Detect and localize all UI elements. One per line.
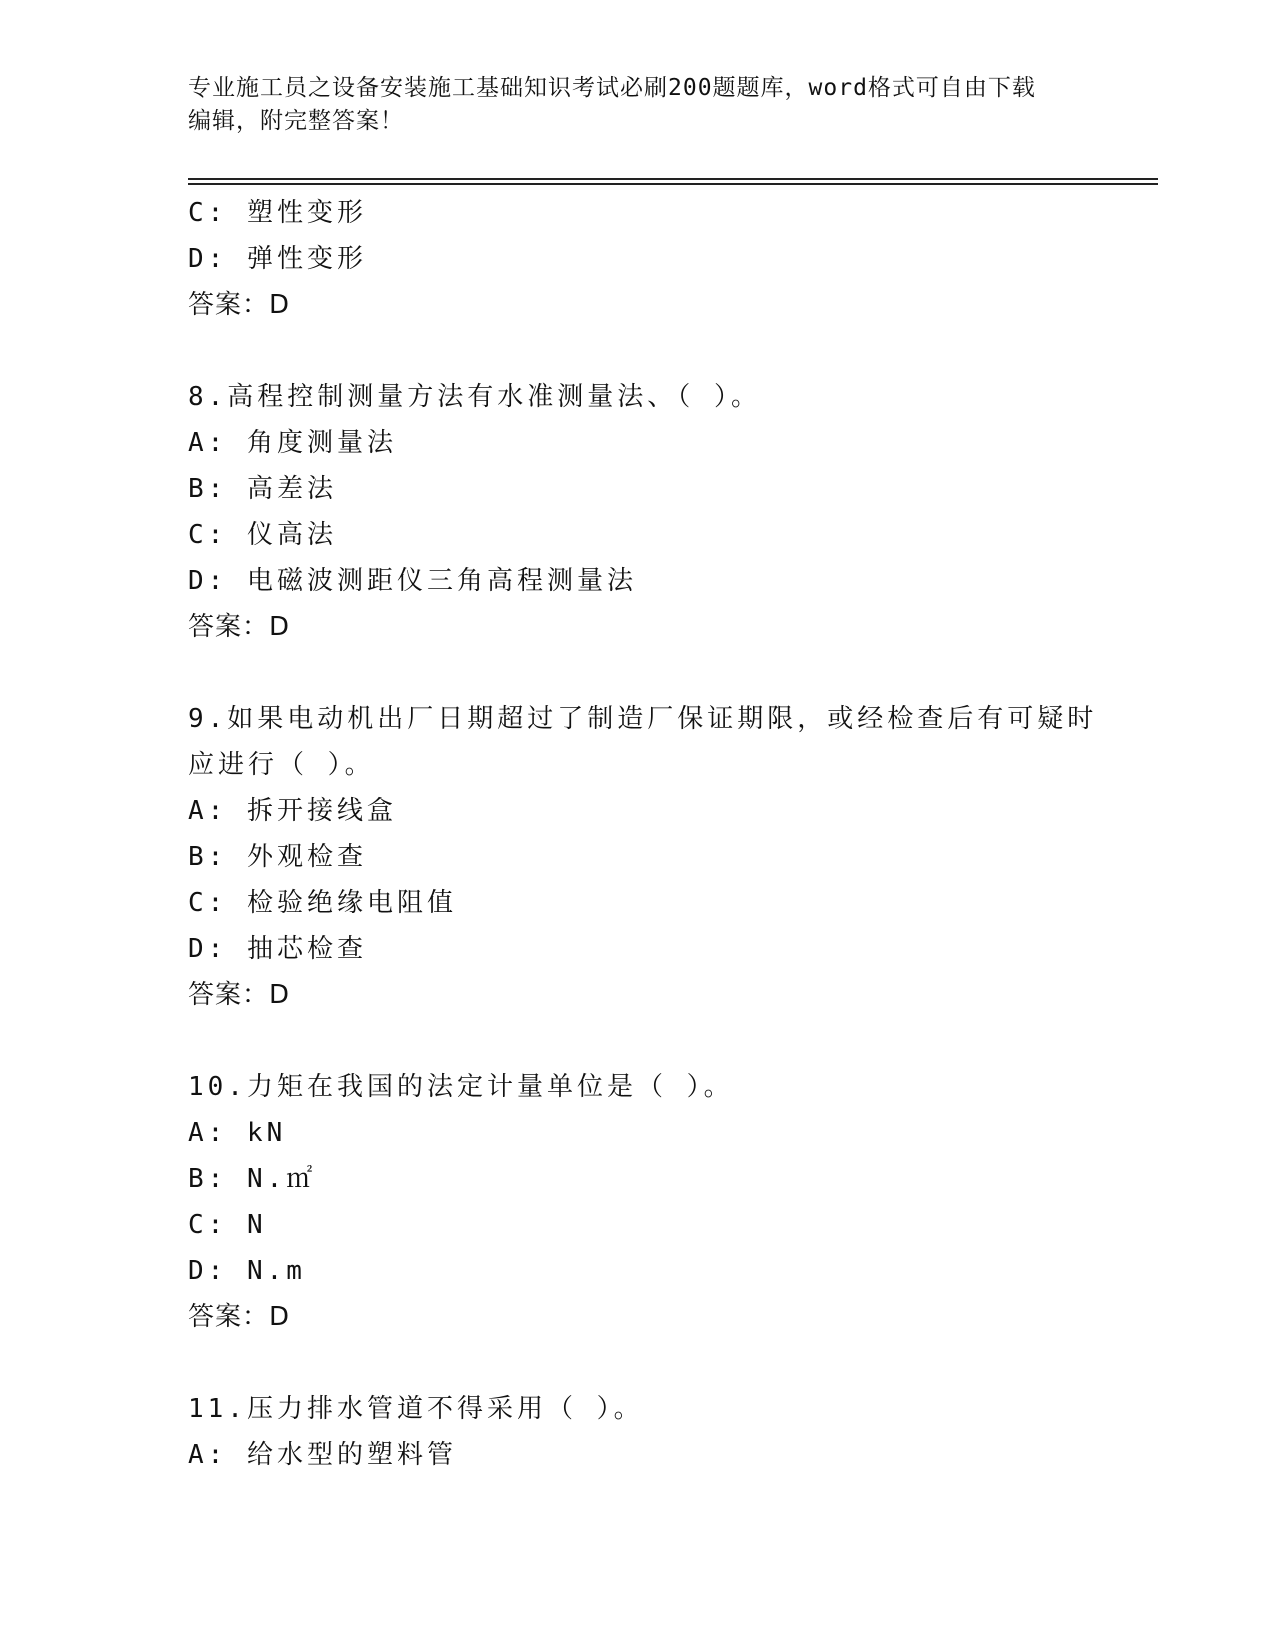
q7-option-d: D: 弹性变形 xyxy=(188,244,367,274)
question-list xyxy=(188,190,1098,1478)
q10-answer: 答案：D xyxy=(188,1302,291,1332)
q10-option-a: A: kN xyxy=(188,1118,287,1148)
q8-question: 8.高程控制测量方法有水准测量法、（ ）。 xyxy=(188,382,761,412)
q7-option-c: C: 塑性变形 xyxy=(188,198,367,228)
q11-question: 11.压力排水管道不得采用（ ）。 xyxy=(188,1394,644,1424)
q9-option-d: D: 抽芯检查 xyxy=(188,934,367,964)
q10-option-b: B: N.㎡ xyxy=(188,1164,317,1194)
q9-option-a: A: 拆开接线盒 xyxy=(188,796,397,826)
q9-question-line-2: 应进行（ ）。 xyxy=(188,750,375,780)
q8-option-b: B: 高差法 xyxy=(188,474,337,504)
header-line-1: 专业施工员之设备安装施工基础知识考试必刷200题题库，word格式可自由下载 xyxy=(188,75,1036,101)
header-line-2: 编辑，附完整答案！ xyxy=(188,108,404,134)
q11-option-a: A: 给水型的塑料管 xyxy=(188,1440,457,1470)
header-divider-top xyxy=(188,178,1158,180)
q8-option-c: C: 仪高法 xyxy=(188,520,337,550)
q8-answer: 答案：D xyxy=(188,612,291,642)
q10-option-d: D: N.m xyxy=(188,1256,306,1286)
q8-option-a: A: 角度测量法 xyxy=(188,428,397,458)
q7-answer: 答案：D xyxy=(188,290,291,320)
q9-answer: 答案：D xyxy=(188,980,291,1010)
q9-option-b: B: 外观检查 xyxy=(188,842,367,872)
q8-option-d: D: 电磁波测距仪三角高程测量法 xyxy=(188,566,637,596)
document-header xyxy=(188,72,1088,138)
header-divider-bottom xyxy=(188,183,1158,185)
q10-question: 10.力矩在我国的法定计量单位是（ ）。 xyxy=(188,1072,734,1102)
q9-option-c: C: 检验绝缘电阻值 xyxy=(188,888,457,918)
q10-option-c: C: N xyxy=(188,1210,267,1240)
q9-question-line-1: 9.如果电动机出厂日期超过了制造厂保证期限，或经检查后有可疑时 xyxy=(188,704,1098,734)
